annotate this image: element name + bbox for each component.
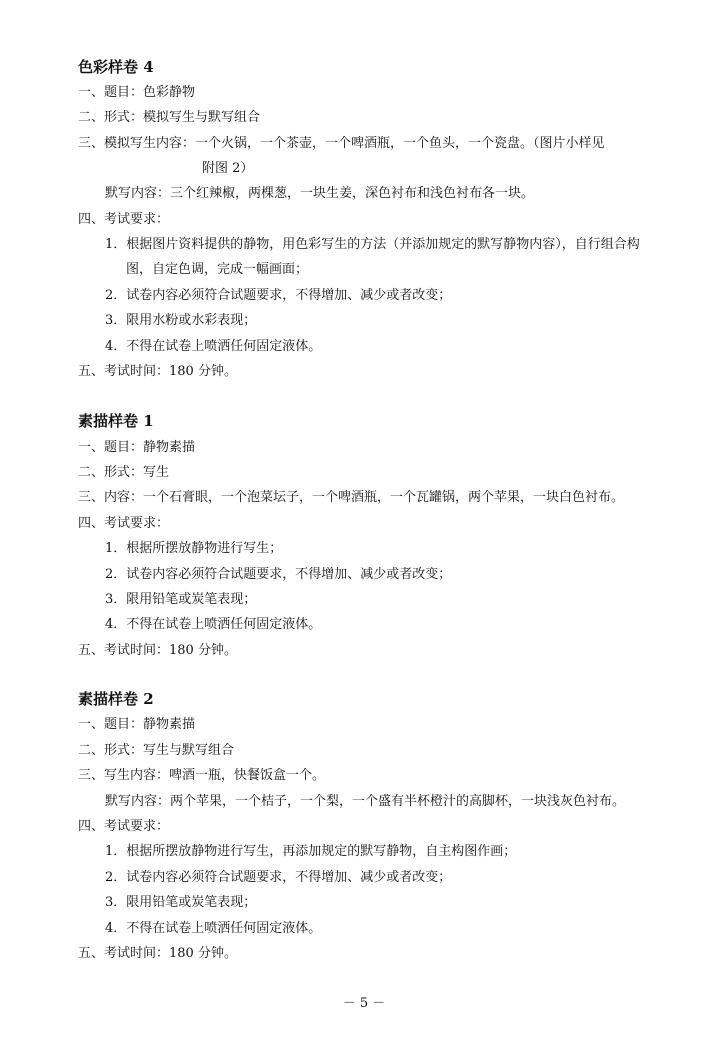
requirement-1-cont: 图，自定色调，完成一幅画面； xyxy=(126,262,309,277)
requirement-3: 3．限用铅笔或炭笔表现； xyxy=(105,895,257,910)
requirement-3: 3．限用铅笔或炭笔表现； xyxy=(105,592,257,607)
requirement-1: 1．根据所摆放静物进行写生； xyxy=(105,541,283,556)
section-title: 素描样卷 2 xyxy=(78,690,154,708)
item-topic: 一、题目：静物素描 xyxy=(78,717,196,732)
item-time: 五、考试时间：180 分钟。 xyxy=(78,946,237,961)
item-content: 三、内容：一个石膏眼，一个泡菜坛子，一个啤酒瓶，一个瓦罐锅，两个苹果，一块白色衬布。 xyxy=(78,490,625,505)
requirement-1: 1．根据所摆放静物进行写生，再添加规定的默写静物，自主构图作画； xyxy=(105,844,517,859)
item-requirements: 四、考试要求： xyxy=(78,819,170,834)
item-requirements: 四、考试要求： xyxy=(78,212,170,227)
item-time: 五、考试时间：180 分钟。 xyxy=(78,364,237,379)
item-form: 二、形式：写生与默写组合 xyxy=(78,743,235,758)
item-form: 二、形式：模拟写生与默写组合 xyxy=(78,110,261,125)
item-memory-content: 默写内容：三个红辣椒，两棵葱，一块生姜，深色衬布和浅色衬布各一块。 xyxy=(105,186,535,201)
section-title: 色彩样卷 4 xyxy=(78,58,154,76)
requirement-2: 2．试卷内容必须符合试题要求，不得增加、减少或者改变； xyxy=(105,567,452,582)
requirement-4: 4．不得在试卷上喷洒任何固定液体。 xyxy=(105,339,322,354)
item-memory-content: 默写内容：两个苹果，一个桔子，一个梨，一个盛有半杯橙汁的高脚杯，一块浅灰色衬布。 xyxy=(105,794,626,809)
item-time: 五、考试时间：180 分钟。 xyxy=(78,643,237,658)
page-number: － 5 － xyxy=(342,996,386,1011)
requirement-4: 4．不得在试卷上喷洒任何固定液体。 xyxy=(105,921,322,936)
item-content: 三、模拟写生内容：一个火锅，一个茶壶，一个啤酒瓶，一个鱼头，一个瓷盘。（图片小样见 xyxy=(78,136,605,151)
requirement-2: 2．试卷内容必须符合试题要求，不得增加、减少或者改变； xyxy=(105,288,452,303)
requirement-1: 1．根据图片资料提供的静物，用色彩写生的方法（并添加规定的默写静物内容），自行组合构 xyxy=(105,237,640,252)
item-content-cont: 附图 2） xyxy=(202,161,254,176)
section-title: 素描样卷 1 xyxy=(78,412,154,430)
item-topic: 一、题目：色彩静物 xyxy=(78,85,196,100)
requirement-3: 3．限用水粉或水彩表现； xyxy=(105,313,257,328)
item-requirements: 四、考试要求： xyxy=(78,516,170,531)
item-sketch-content: 三、写生内容：啤酒一瓶，快餐饭盒一个。 xyxy=(78,768,326,783)
requirement-2: 2．试卷内容必须符合试题要求，不得增加、减少或者改变； xyxy=(105,870,452,885)
item-topic: 一、题目：静物素描 xyxy=(78,440,196,455)
item-form: 二、形式：写生 xyxy=(78,465,170,480)
requirement-4: 4．不得在试卷上喷洒任何固定液体。 xyxy=(105,617,322,632)
